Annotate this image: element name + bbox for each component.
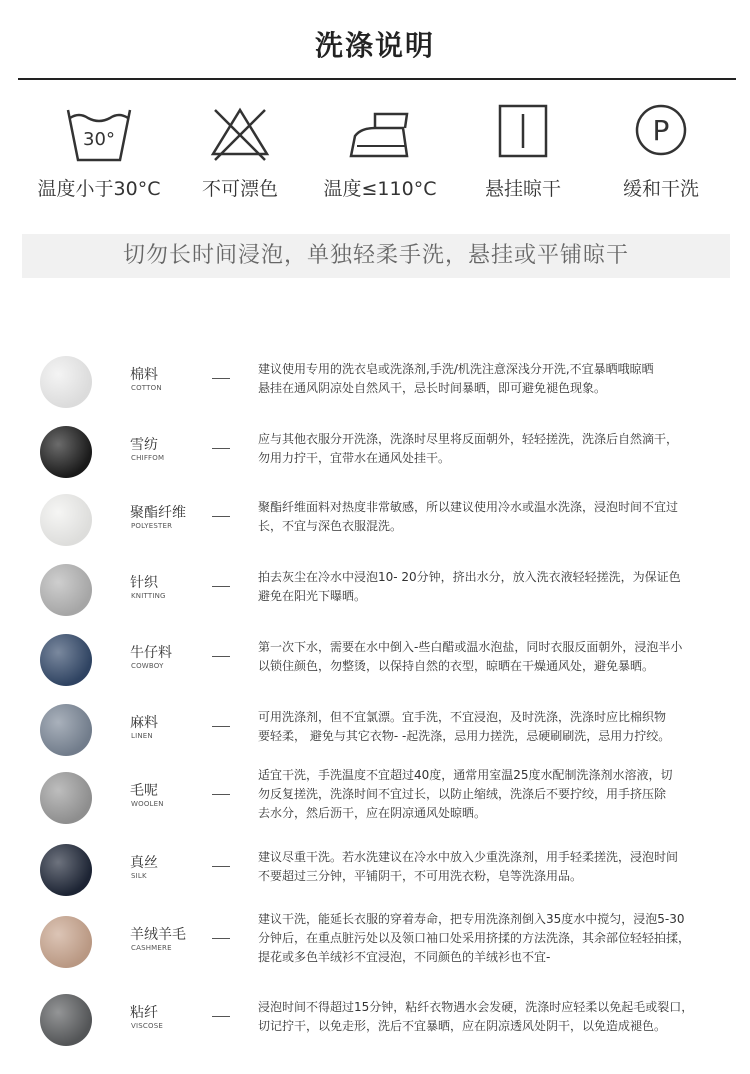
fabric-row: [0, 490, 750, 560]
fabric-name: 粘纤: [130, 1005, 158, 1021]
fabric-swatch: [40, 704, 92, 756]
fabric-row: [0, 768, 750, 838]
care-text-line: 建议尽重干洗。若水洗建议在冷水中放入少重洗涤剂，用手轻柔搓洗，浸泡时间: [258, 850, 679, 864]
care-text-line: 勿反复搓洗，洗涤时间不宜过长，以防止缩绒，洗涤后不要拧绞，用手挤压除: [258, 787, 667, 801]
care-text-line: 切记拧干，以免走形，洗后不宜暴晒，应在阴凉透风处阴干，以免造成褪色。: [258, 1019, 667, 1033]
care-text-line: 以锁住颜色，勿整烫，以保持自然的衣型，晾晒在干燥通风处，避免暴晒。: [258, 659, 655, 673]
fabric-name: 羊绒羊毛: [130, 927, 186, 943]
fabric-dash: [212, 516, 230, 517]
care-text-line: 勿用力拧干，宜带水在通风处挂干。: [258, 451, 451, 465]
fabric-swatch: [40, 494, 92, 546]
care-text-line: 建议干洗，能延长衣服的穿着寿命，把专用洗涤剂倒入35度水中搅匀，浸泡5-30: [258, 912, 685, 926]
care-text-line: 适宜干洗，手洗温度不宜超过40度，通常用室温25度水配制洗涤剂水溶液，切: [258, 768, 673, 782]
fabric-swatch: [40, 994, 92, 1046]
fabric-row: [0, 352, 750, 422]
fabric-care-text: [258, 998, 698, 1036]
care-text-line: 分钟后，在重点脏污处以及领口袖口处采用挤揉的方法洗涤，其余部位轻轻拍揉，: [258, 931, 691, 945]
fabric-swatch: [40, 844, 92, 896]
fabric-english-name: LINEN: [131, 732, 153, 740]
care-item-dry-clean: [586, 96, 736, 216]
care-item-no-bleach: [165, 96, 315, 216]
care-text-line: 去水分，然后沥干，应在阴凉通风处晾晒。: [258, 806, 487, 820]
no-bleach-icon: [205, 100, 275, 166]
fabric-name: 雪纺: [130, 437, 158, 453]
care-icons-row: [0, 96, 750, 216]
care-item-iron: [305, 96, 455, 216]
care-item-wash: [24, 96, 174, 216]
fabric-row: [0, 990, 750, 1060]
care-text-line: 建议使用专用的洗衣皂或洗涤剂,手洗/机洗注意深浅分开洗,不宜暴晒哦晾晒: [258, 362, 654, 376]
fabric-swatch: [40, 772, 92, 824]
care-text-line: 要轻柔， 避免与其它衣物- -起洗涤，忌用力搓洗，忌硬刷刷洗，忌用力拧绞。: [258, 729, 671, 743]
iron-icon: [345, 100, 415, 166]
fabric-swatch: [40, 564, 92, 616]
fabric-care-text: [258, 708, 698, 746]
fabric-care-text: [258, 638, 698, 676]
fabric-dash: [212, 586, 230, 587]
care-label: 温度≤110°C: [323, 178, 437, 200]
care-text-line: 第一次下水，需要在水中倒入-些白醋或温水泡盐，同时衣服反面朝外，浸泡半小: [258, 640, 683, 654]
fabric-care-text: [258, 568, 698, 606]
dry-clean-letter: P: [652, 114, 670, 147]
care-text-line: 可用洗涤剂，但不宜氯漂。宜手洗，不宜浸泡，及时洗涤，洗涤时应比棉织物: [258, 710, 667, 724]
fabric-row: [0, 912, 750, 982]
fabric-row: [0, 700, 750, 770]
care-label: 缓和干洗: [622, 178, 699, 200]
fabric-row: [0, 560, 750, 630]
fabric-care-text: [258, 498, 698, 536]
fabric-name: 真丝: [130, 855, 158, 871]
fabric-english-name: KNITTING: [131, 592, 166, 600]
fabric-dash: [212, 378, 230, 379]
care-text-line: 拍去灰尘在冷水中浸泡10- 20分钟，挤出水分，放入洗衣液轻轻搓洗，为保证色: [258, 570, 681, 584]
care-label: 悬挂晾干: [484, 178, 561, 200]
fabric-name: 针织: [130, 575, 158, 591]
wash-temp-text: 30°: [83, 129, 115, 150]
fabric-row: [0, 630, 750, 700]
fabric-english-name: CASHMERE: [131, 944, 172, 952]
title-divider: [18, 78, 736, 80]
care-text-line: 应与其他衣服分开洗涤，洗涤时尽里将反面朝外，轻轻搓洗，洗涤后自然滴干，: [258, 432, 679, 446]
fabric-english-name: POLYESTER: [131, 522, 173, 530]
care-text-line: 不要超过三分钟，平铺阴干，不可用洗衣粉，皂等洗涤用品。: [258, 869, 583, 883]
fabric-dash: [212, 794, 230, 795]
page-title: 洗涤说明: [314, 29, 435, 62]
fabric-name: 聚酯纤维: [130, 505, 186, 521]
care-text-line: 悬挂在通风阴凉处自然风干，忌长时间暴晒，即可避免褪色现象。: [258, 381, 607, 395]
care-text-line: 提花或多色羊绒衫不宜浸泡，不同颜色的羊绒衫也不宜-: [258, 950, 551, 964]
care-text-line: 长，不宜与深色衣服混洗。: [258, 519, 403, 533]
hang-dry-icon: [488, 100, 558, 166]
fabric-dash: [212, 726, 230, 727]
care-item-hang-dry: [448, 96, 598, 216]
fabric-dash: [212, 656, 230, 657]
fabric-english-name: VISCOSE: [131, 1022, 163, 1030]
fabric-swatch: [40, 634, 92, 686]
fabric-dash: [212, 448, 230, 449]
wash-30-icon: [64, 100, 134, 166]
fabric-name: 牛仔料: [130, 645, 172, 661]
fabric-swatch: [40, 426, 92, 478]
fabric-english-name: CHIFFOM: [131, 454, 165, 462]
fabric-care-text: [258, 766, 698, 823]
fabric-swatch: [40, 916, 92, 968]
care-label: 温度小于30°C: [37, 178, 161, 200]
fabric-name: 麻料: [130, 715, 158, 731]
care-banner: 切勿长时间浸泡，单独轻柔手洗，悬挂或平铺晾干: [22, 234, 730, 278]
fabric-dash: [212, 1016, 230, 1017]
fabric-english-name: SILK: [131, 872, 147, 880]
fabric-english-name: WOOLEN: [131, 800, 164, 808]
dry-clean-p-icon: [626, 100, 696, 166]
fabric-swatch: [40, 356, 92, 408]
fabric-care-text: [258, 910, 698, 967]
care-text-line: 聚酯纤维面料对热度非常敏感，所以建议使用冷水或温水洗涤，浸泡时间不宜过: [258, 500, 679, 514]
fabric-care-text: [258, 360, 698, 398]
fabric-dash: [212, 938, 230, 939]
fabric-row: [0, 840, 750, 910]
fabric-english-name: COTTON: [131, 384, 162, 392]
care-text-line: 避免在阳光下曝晒。: [258, 589, 367, 603]
fabric-care-text: [258, 430, 698, 468]
care-label: 不可漂色: [201, 178, 278, 200]
fabric-name: 棉料: [130, 367, 158, 383]
fabric-english-name: COWBOY: [131, 662, 164, 670]
fabric-dash: [212, 866, 230, 867]
fabric-name: 毛呢: [130, 783, 158, 799]
fabric-care-text: [258, 848, 698, 886]
fabric-row: [0, 422, 750, 492]
care-text-line: 浸泡时间不得超过15分钟，粘纤衣物遇水会发硬，洗涤时应轻柔以免起毛或裂口，: [258, 1000, 694, 1014]
